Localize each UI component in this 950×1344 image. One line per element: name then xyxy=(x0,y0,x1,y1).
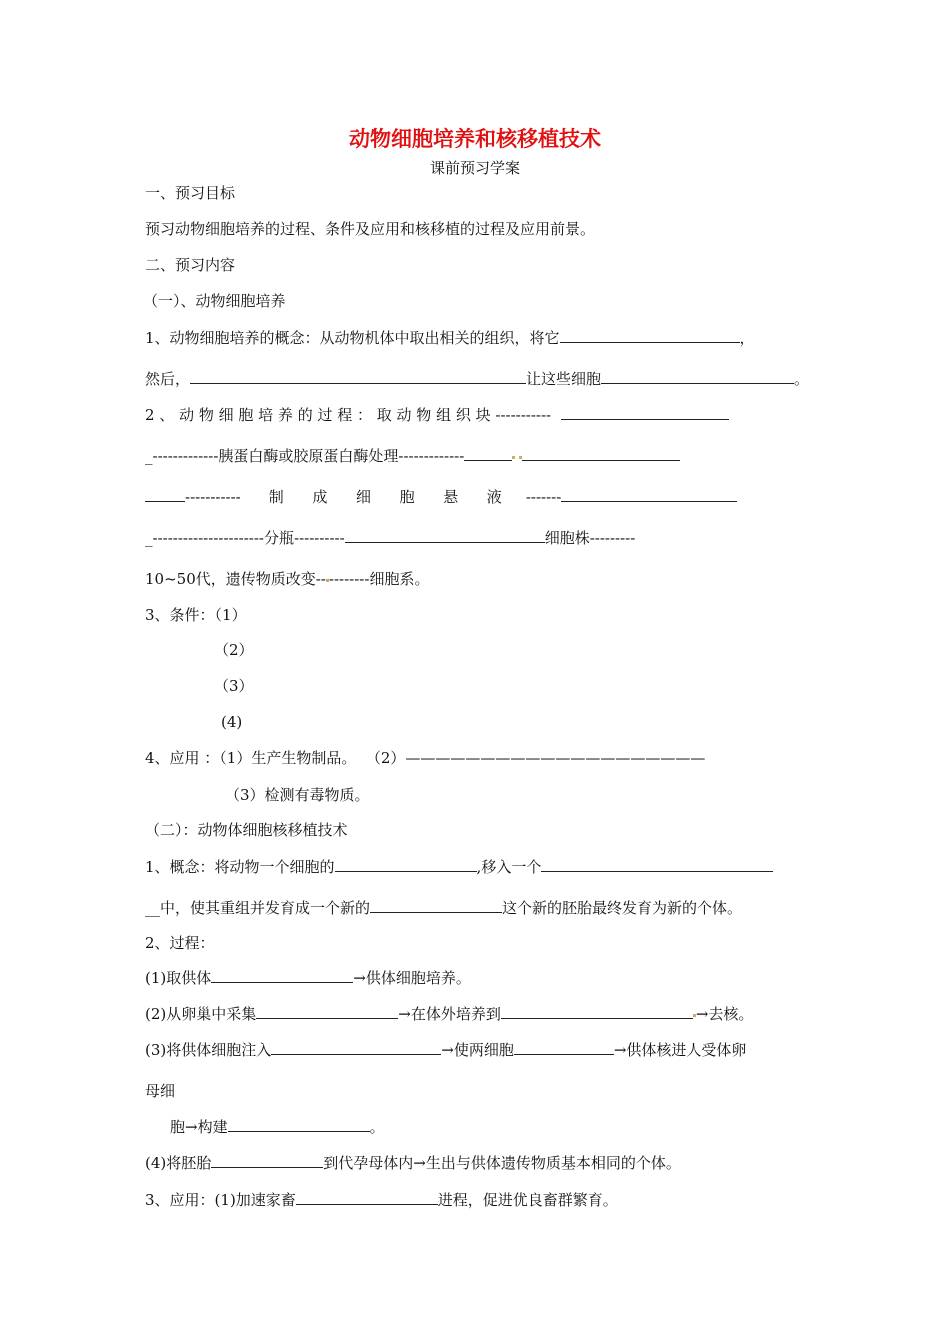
step2-text: (2)从卵巢中采集 xyxy=(145,1005,257,1023)
step3 xyxy=(145,1040,746,1060)
step3-text: (3)将供体细胞注入 xyxy=(145,1041,272,1059)
document-title: 动物细胞培养和核移植技术 xyxy=(349,127,601,151)
step4-text: (4)将胚胎 xyxy=(145,1154,212,1172)
blank xyxy=(370,898,502,913)
q4-line1: 4、应用 ：（1）生产生物制品。 （2）———————————————————— xyxy=(145,749,706,767)
blank xyxy=(211,968,353,983)
step2 xyxy=(145,1004,753,1024)
p2q1-line2 xyxy=(145,898,742,918)
step1 xyxy=(145,968,471,988)
q2-line5 xyxy=(145,569,429,589)
blank xyxy=(211,1153,323,1168)
part2-heading: （二）：动物体细胞核移植技术 xyxy=(145,821,348,839)
step3-wrap: 母细 xyxy=(145,1082,176,1100)
blank xyxy=(501,1004,693,1019)
blank xyxy=(345,528,545,543)
q1-line1 xyxy=(145,328,755,348)
q2-line2 xyxy=(145,446,680,466)
goal-text: 预习动物细胞培养的过程、条件及应用和核移植的过程及应用前景。 xyxy=(145,220,596,238)
q2-line4-end: 细胞株--------- xyxy=(544,529,636,547)
step3-end: →供体核进人受体卵 xyxy=(613,1041,747,1059)
blank xyxy=(541,857,773,872)
p2q1-mid: ,移入一个 xyxy=(476,858,542,876)
blank xyxy=(296,1190,438,1205)
p2q1-text: 1、概念：将动物一个细胞的 xyxy=(145,858,335,876)
blank xyxy=(601,369,794,384)
step1-text: (1)取供体 xyxy=(145,969,212,987)
q1b-start: 然后， xyxy=(145,370,191,388)
q2-line3-dashes2: ------- xyxy=(525,488,562,506)
step4-end: 到代孕母体内→生出与供体遗传物质基本相同的个体。 xyxy=(323,1154,681,1172)
q3-line1: 3、条件：（1） xyxy=(145,606,247,624)
p2q3 xyxy=(145,1190,618,1210)
q3-line2: （2） xyxy=(214,641,254,659)
step2-end: →去核。 xyxy=(695,1005,754,1023)
blank xyxy=(335,857,477,872)
step4 xyxy=(145,1153,681,1173)
document-subtitle: 课前预习学案 xyxy=(429,159,520,177)
p2q2-heading: 2、过程： xyxy=(145,934,215,952)
step3-mid: →使两细胞 xyxy=(441,1041,514,1059)
q2-line3-dashes: ----------- xyxy=(185,488,241,506)
blank xyxy=(145,487,185,502)
q2-line1 xyxy=(145,405,729,425)
q1b-mid: 让这些细胞 xyxy=(526,370,602,388)
q4-line2: （3）检测有毒物质。 xyxy=(225,786,370,804)
p2q1b-end: 这个新的胚胎最终发育为新的个体。 xyxy=(502,899,743,917)
blank xyxy=(514,1040,614,1055)
q1-punct: ， xyxy=(739,329,755,347)
q2-line4-text: _----------------------分瓶---------- xyxy=(145,529,345,547)
blank xyxy=(256,1004,398,1019)
step3-period: 。 xyxy=(369,1118,385,1136)
blank xyxy=(464,446,512,461)
q2-line5-text: 10~50代，遗传物质改变-- xyxy=(145,570,326,588)
p2q3-text: 3、应用：(1)加速家畜 xyxy=(145,1191,296,1209)
blank xyxy=(522,446,680,461)
q3-line4: (4) xyxy=(221,713,243,731)
blank xyxy=(561,405,729,420)
q2-line4 xyxy=(145,528,635,548)
q1b-end: 。 xyxy=(794,370,810,388)
step1-end: →供体细胞培养。 xyxy=(353,969,471,987)
q3-line3: （3） xyxy=(214,677,254,695)
q2-text: 2 、 动 物 细 胞 培 养 的 过 程 ： 取 动 物 组 织 块 ----------- xyxy=(145,406,552,424)
step3-line3 xyxy=(170,1117,385,1137)
section-heading-goals: 一、预习目标 xyxy=(145,184,236,202)
p2q3-end: 进程，促进优良畜群繁育。 xyxy=(437,1191,618,1209)
stray-mark xyxy=(512,456,515,459)
blank xyxy=(190,369,526,384)
q2-line2-text: _-------------胰蛋白酶或胶原蛋白酶处理------------- xyxy=(145,447,465,465)
section-heading-contents: 二、预习内容 xyxy=(145,256,236,274)
blank xyxy=(560,328,740,343)
step2-mid: →在体外培养到 xyxy=(398,1005,501,1023)
q2-line3 xyxy=(145,487,737,507)
p2q1-line1 xyxy=(145,857,773,877)
blank xyxy=(228,1117,370,1132)
p2q1b-start: __中，使其重组并发育成一个新的 xyxy=(145,899,371,917)
step3-build: 胞→构建 xyxy=(170,1118,228,1136)
q1-text: 1、动物细胞培养的概念：从动物机体中取出相关的组织，将它 xyxy=(145,329,560,347)
blank xyxy=(271,1040,441,1055)
part1-heading: （一）、动物细胞培养 xyxy=(143,292,286,310)
q1-line2 xyxy=(145,369,809,389)
blank xyxy=(561,487,737,502)
q2-line3-text: 制 成 细 胞 悬 液 xyxy=(268,488,502,506)
q2-line5-end: --------细胞系。 xyxy=(328,570,430,588)
